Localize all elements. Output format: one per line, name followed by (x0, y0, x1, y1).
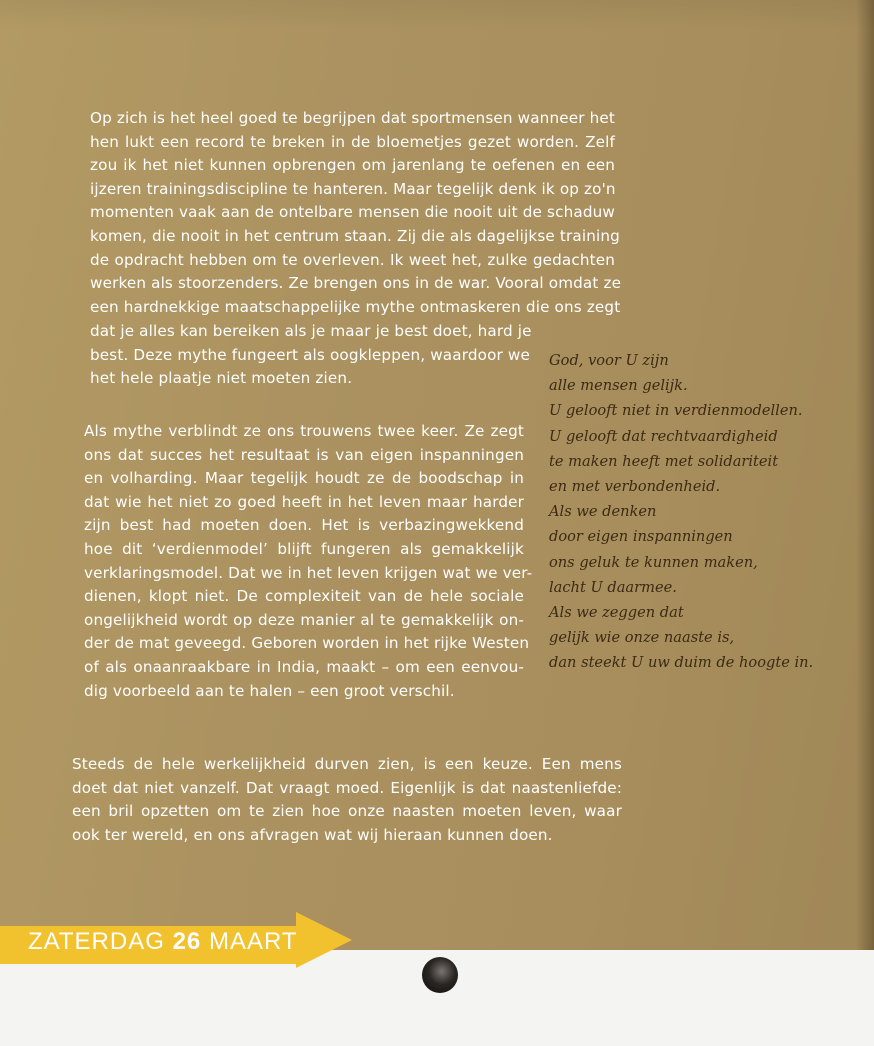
text-line: dig voorbeeld aan te halen – een groot verschil. (84, 681, 455, 700)
poem-line: ons geluk te kunnen maken, (549, 553, 758, 571)
paragraph-2 (84, 420, 533, 703)
text-line: momenten vaak aan de ontelbare mensen die nooit uit de schaduw (90, 203, 615, 222)
text-line: dat je alles kan bereiken als je maar je best doet, hard je (90, 322, 532, 340)
date-day: 26 (172, 928, 202, 955)
text-line: zijn best had moeten doen. Het is verbazingwekkend (84, 516, 524, 535)
page-edge (856, 0, 874, 950)
text-line: Steeds de hele werkelijkheid durven zien, is een keuze. Een mens (72, 755, 622, 773)
text-line: ijzeren trainingsdiscipline te hanteren. Maar tegelijk denk ik op zo'n (90, 179, 616, 198)
prayer-poem (549, 348, 849, 676)
text-line: ons dat succes het resultaat is van eigen inspanningen (84, 445, 524, 464)
text-line: een bril opzetten om te zien hoe onze naasten moeten leven, waar (72, 802, 622, 821)
poem-line: gelijk wie onze naaste is, (549, 629, 735, 647)
text-line: het hele plaatje niet moeten zien. (90, 369, 353, 388)
date-month: MAART (208, 928, 298, 955)
poem-line: U gelooft niet in verdienmodellen. (549, 402, 803, 420)
paragraph-1-continued (90, 320, 532, 391)
poem-line: God, voor U zijn (549, 352, 669, 369)
text-line: verklaringsmodel. Dat we in het leven krijgen wat we ver- (84, 563, 533, 582)
paragraph-1 (90, 107, 622, 319)
text-line: doet dat niet vanzelf. Dat vraagt moed. Eigenlijk is dat naastenliefde: (72, 778, 622, 797)
text-line: de opdracht hebben om te overleven. Ik weet het, zulke gedachten (90, 250, 615, 269)
date-arrow-icon (296, 912, 352, 968)
poem-line: door eigen inspanningen (549, 528, 733, 546)
poem-line: Als we denken (549, 503, 657, 521)
text-line: ook ter wereld, en ons afvragen wat wij hieraan kunnen doen. (72, 825, 553, 844)
text-line: dat wie het niet zo goed heeft in het leven maar harder (84, 492, 524, 511)
text-line: Op zich is het heel goed te begrijpen dat sportmensen wanneer het (90, 109, 615, 127)
paragraph-3 (72, 753, 622, 847)
poem-line: te maken heeft met solidariteit (549, 452, 779, 470)
poem-line: dan steekt U uw duim de hoogte in. (549, 654, 814, 672)
date-label (28, 928, 298, 956)
text-line: Als mythe verblindt ze ons trouwens twee keer. Ze zegt (84, 422, 524, 440)
poem-line: en met verbondenheid. (549, 478, 721, 496)
text-line: best. Deze mythe fungeert als oogkleppen, waardoor we (90, 345, 530, 364)
date-weekday: ZATERDAG (28, 928, 165, 955)
text-line: hen lukt een record te breken in de bloemetjes gezet worden. Zelf (90, 132, 615, 151)
text-line: een hardnekkige maatschappelijke mythe ontmaskeren die ons zegt (90, 297, 621, 316)
text-line: of als onaanraakbare in India, maakt – om een eenvou- (84, 657, 524, 676)
binding-hole (422, 957, 458, 993)
poem-line: Als we zeggen dat (549, 604, 684, 622)
text-line: werken als stoorzenders. Ze brengen ons in de war. Vooral omdat ze (90, 274, 622, 293)
text-line: hoe dit ‘verdienmodel’ blijft fungeren als gemakkelijk (84, 539, 524, 558)
text-line: en volharding. Maar tegelijk houdt ze de boodschap in (84, 469, 524, 488)
text-line: zou ik het niet kunnen opbrengen om jarenlang te oefenen en een (90, 156, 615, 175)
poem-line: alle mensen gelijk. (549, 377, 688, 395)
text-line: komen, die nooit in het centrum staan. Zij die als dagelijkse training (90, 226, 620, 245)
page-shadow (0, 0, 874, 30)
poem-line: lacht U daarmee. (549, 578, 677, 596)
text-line: der de mat geveegd. Geboren worden in het rijke Westen (84, 634, 530, 653)
text-line: dienen, klopt niet. De complexiteit van de hele sociale (84, 587, 524, 606)
poem-line: U gelooft dat rechtvaardigheid (549, 427, 778, 445)
text-line: ongelijkheid wordt op deze manier al te gemakkelijk on- (84, 610, 524, 629)
